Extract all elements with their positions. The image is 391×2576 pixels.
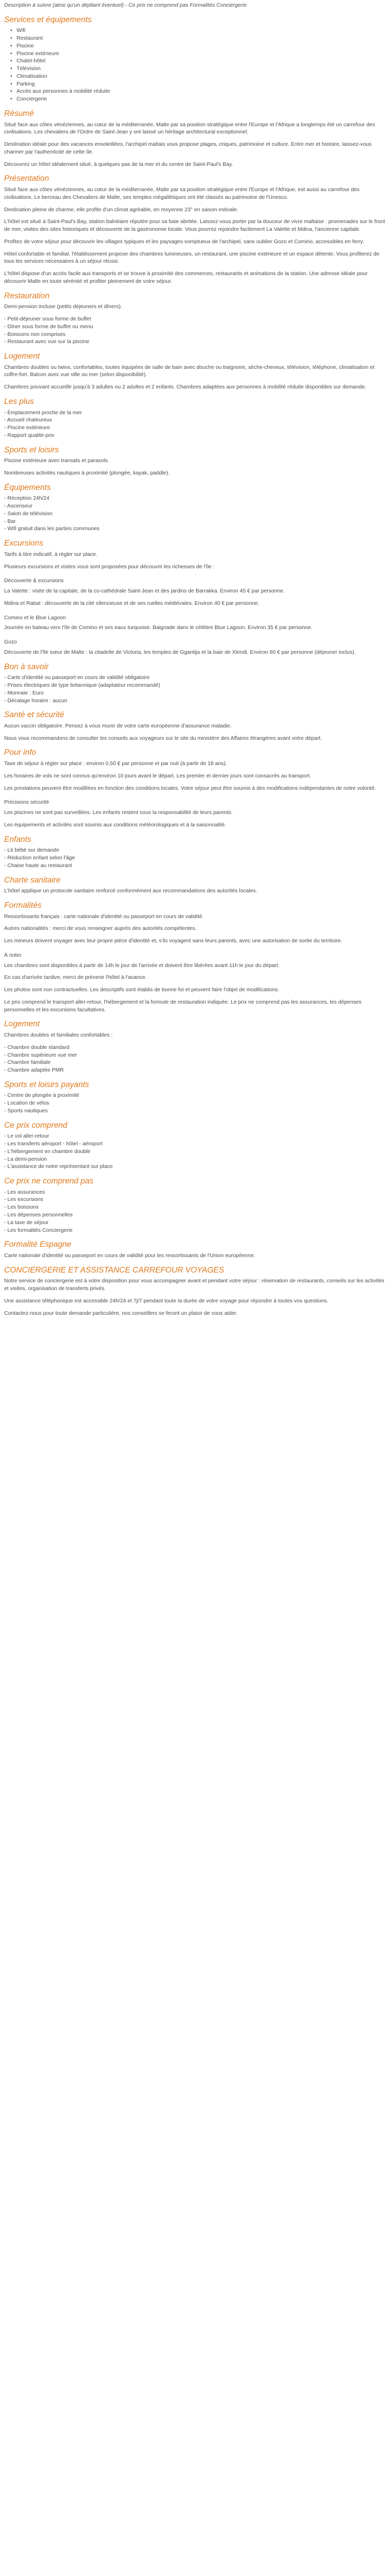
list-item: • Télévision — [17, 65, 387, 73]
paragraph: Aucun vaccin obligatoire. Pensez à vous munir de votre carte européenne d'assurance maladie. — [4, 723, 232, 729]
list-item: • Conciergerie — [17, 96, 387, 104]
paragraph: Profitez de votre séjour pour découvrir les villages typiques et les paysages somptueux de l'archipel, sans oublier Gozo et Comino, accessibles en ferry. — [4, 239, 364, 245]
sports2-title: Sports et loisirs payants — [4, 1080, 89, 1089]
list-item: - Piscine extérieure — [4, 425, 50, 431]
paragraph: Le prix comprend le transport aller-retour, l'hébergement et la formule de restauration indiquée. Le prix ne comprend pas les assurances, les dépenses personnelles et les excursions facultatives. — [4, 999, 362, 1013]
restauration-list — [4, 316, 387, 346]
list-item: - Carte d'identité ou passeport en cours de validité obligatoire — [4, 675, 150, 681]
paragraph: Les piscines ne sont pas surveillées. Les enfants restent sous la responsabilité de leurs parents. — [4, 810, 233, 816]
list-item: • Parking — [17, 81, 387, 89]
paragraph: Autres nationalités : merci de vous renseigner auprès des autorités compétentes. — [4, 926, 197, 932]
presentation-title: Présentation — [4, 174, 50, 183]
paragraph: Taxe de séjour à régler sur place : environ 0,50 € par personne et par nuit (à partir de 18 ans). — [4, 761, 227, 767]
paragraph: Mdina et Rabat : découverte de la cité silencieuse et de ses ruelles médiévales. Environ 40 € par personne. — [4, 600, 259, 606]
paragraph: Destination pleine de charme, elle profite d'un climat agréable, en moyenne 23° en saison estivale. — [4, 207, 238, 213]
logement2-list — [4, 1044, 387, 1075]
services-list — [4, 27, 387, 104]
list-item: - Chambre double standard — [4, 1044, 70, 1050]
list-item: - Bar — [4, 518, 16, 524]
list-item: - Accueil chaleureux — [4, 417, 52, 423]
list-item: - L'hébergement en chambre double — [4, 1148, 91, 1155]
sante-title: Santé et sécurité — [4, 710, 64, 720]
enfants-title: Enfants — [4, 835, 31, 844]
equipements-list — [4, 495, 387, 533]
conciergerie-title: CONCIERGERIE ET ASSISTANCE CARREFOUR VOYAGES — [4, 1265, 224, 1275]
paragraph: La Valette : visite de la capitale, de la co-cathédrale Saint-Jean et des jardins de Barrakka. Environ 45 € par personne. — [4, 588, 285, 595]
paragraph: Hôtel confortable et familial, l'établissement propose des chambres lumineuses, un restaurant, une piscine extérieure et un espace détente. Vous profiterez de tous les services nécessaires à un séjour réussi. — [4, 251, 380, 265]
paragraph: Journée en bateau vers l'île de Comino et ses eaux turquoise. Baignade dans le célèbre Blue Lagoon. Environ 35 € par personne. — [4, 625, 313, 631]
list-item: - Les excursions — [4, 1197, 43, 1203]
list-item: - Monnaie : Euro — [4, 690, 44, 696]
list-item: - Dîner sous forme de buffet ou menu — [4, 324, 93, 330]
list-item: • Piscine — [17, 43, 387, 50]
list-item: - Réduction enfant selon l'âge — [4, 855, 75, 861]
list-item: • Climatisation — [17, 73, 387, 81]
paragraph: Découvrez un hôtel idéalement situé, à quelques pas de la mer et du centre de Saint-Paul's Bay. — [4, 161, 233, 167]
list-item: • Restaurant — [17, 35, 387, 43]
list-item: • Wifi — [17, 27, 387, 35]
list-item: - Sports nautiques — [4, 1108, 48, 1114]
plus-list — [4, 410, 387, 440]
prix-ne-comprend-list — [4, 1189, 387, 1235]
list-item: - Les boissons — [4, 1205, 39, 1211]
list-item: - Salon de télévision — [4, 511, 53, 517]
enfants-list — [4, 847, 387, 870]
list-item: - Chambre adaptée PMR — [4, 1067, 64, 1074]
paragraph: Découverte de l'île sœur de Malte : la citadelle de Victoria, les temples de Ggantija et la baie de Xlendi. Environ 60 € par personne (déjeuner inclus). — [4, 649, 356, 655]
list-item: - Chaise haute au restaurant — [4, 862, 72, 869]
list-item: - Réception 24h/24 — [4, 496, 50, 502]
list-item: • Chalet-hôtel — [17, 58, 387, 65]
charte-title: Charte sanitaire — [4, 875, 61, 885]
equipements-title: Équipements — [4, 483, 51, 492]
paragraph: Chambres pouvant accueillir jusqu'à 3 adultes ou 2 adultes et 2 enfants. Chambres adaptées aux personnes à mobilité réduite disponibles sur demande. — [4, 384, 367, 391]
pour-info-title: Pour info — [4, 748, 37, 757]
list-item: - L'assistance de notre représentant sur place — [4, 1164, 113, 1170]
paragraph: Les équipements et activités sont soumis aux conditions météorologiques et à la saisonnalité. — [4, 822, 226, 828]
list-item: - Location de vélos — [4, 1100, 50, 1107]
precisions-title: Précisions sécurité — [4, 800, 50, 806]
prix-comprend-list — [4, 1133, 387, 1171]
list-item: - Les formalités Conciergerie — [4, 1227, 73, 1233]
restauration-title: Restauration — [4, 291, 50, 300]
prix-comprend-title: Ce prix comprend — [4, 1121, 68, 1130]
paragraph: Les prestations peuvent être modifiées en fonction des conditions locales. Votre séjour peut être soumis à des modifications indépendantes de notre volonté. — [4, 785, 376, 791]
paragraph: Plusieurs excursions et visites vous sont proposées pour découvrir les richesses de l'île : — [4, 564, 215, 570]
list-item: - Emplacement proche de la mer — [4, 410, 82, 416]
services-title: Services et équipements — [4, 15, 92, 24]
sports2-list — [4, 1092, 387, 1115]
list-item: - Chambre familiale — [4, 1060, 51, 1066]
paragraph: Notre service de conciergerie est à votre disposition pour vous accompagner avant et pendant votre séjour : réservation de restaurants, conseils sur les activités et visites, organisation de transferts privés. — [4, 1278, 384, 1292]
list-item: - Lit bébé sur demande — [4, 848, 59, 854]
excursions-title: Excursions — [4, 539, 43, 548]
paragraph: Les photos sont non contractuelles. Les descriptifs sont établis de bonne foi et peuvent faire l'objet de modifications. — [4, 987, 280, 993]
list-item: - La demi-pension — [4, 1156, 47, 1162]
logement2-title: Logement — [4, 1020, 40, 1029]
list-item: - Les assurances — [4, 1189, 45, 1195]
intro-text: Description à suivre (ainsi qu'un dépliant éventuel) - Ce prix ne comprend pas Formalités Conciergerie — [4, 3, 247, 8]
bon-a-savoir-title: Bon à savoir — [4, 662, 49, 671]
list-item: - Restaurant avec vue sur la piscine — [4, 339, 90, 345]
paragraph: Tarifs à titre indicatif, à régler sur place. — [4, 551, 97, 557]
decouverte-title: Découverte & excursions — [4, 578, 64, 584]
paragraph: Piscine extérieure avec transats et parasols. — [4, 458, 109, 464]
paragraph: Carte nationale d'identité ou passeport en cours de validité pour les ressortissants de l'Union européenne. — [4, 1252, 255, 1259]
list-item: - Rapport qualité-prix — [4, 432, 55, 438]
list-item: - Chambre supérieure vue mer — [4, 1052, 77, 1058]
resume-title: Résumé — [4, 109, 34, 118]
list-item: • Accès aux personnes à mobilité réduite — [17, 88, 387, 96]
paragraph: Demi-pension incluse (petits déjeuners et dîners). — [4, 304, 122, 310]
paragraph: Chambres doubles et familiales confortables : — [4, 1032, 113, 1038]
formalite-europe-title: Formalité Espagne — [4, 1240, 72, 1249]
list-item: - Petit-déjeuner sous forme de buffet — [4, 316, 91, 323]
gozo-title: Gozo — [4, 639, 17, 646]
list-item: - Prises électriques de type britannique (adaptateur recommandé) — [4, 683, 160, 689]
prix-ne-comprend-title: Ce prix ne comprend pas — [4, 1177, 94, 1186]
list-item: - Centre de plongée à proximité — [4, 1093, 79, 1099]
paragraph: Nombreuses activités nautiques à proximité (plongée, kayak, paddle). — [4, 470, 170, 477]
paragraph: Une assistance téléphonique est accessible 24h/24 et 7j/7 pendant toute la durée de votre voyage pour répondre à toutes vos questions. — [4, 1298, 329, 1304]
paragraph: Les mineurs doivent voyager avec leur propre pièce d'identité et, s'ils voyagent sans leurs parents, avec une autorisation de sortie du territoire. — [4, 938, 343, 944]
list-item: - Ascenseur — [4, 503, 32, 510]
paragraph: Les horaires de vols ne sont connus qu'environ 10 jours avant le départ. Les premier et dernier jours sont consacrés au transport. — [4, 773, 312, 779]
paragraph: Chambres doubles ou twins, confortables, toutes équipées de salle de bain avec douche ou baignoire, sèche-cheveux, télévision, téléphone, climatisation et coffre-fort. Balcon avec vue ville ou mer (selon disponibilité). — [4, 364, 374, 378]
list-item: - Le vol aller-retour — [4, 1133, 50, 1140]
paragraph: L'hôtel dispose d'un accès facile aux transports et se trouve à proximité des commerces, restaurants et animations de la station. Une adresse idéale pour découvrir Malte en toute sérénité et profiter pleinement de votre séjour. — [4, 271, 368, 284]
formalites-title: Formalités — [4, 901, 42, 910]
paragraph: Contactez-nous pour toute demande particulière, nos conseillers se feront un plaisir de vous aider. — [4, 1310, 238, 1316]
list-item: - La taxe de séjour — [4, 1219, 49, 1226]
bon-a-savoir-list — [4, 674, 387, 705]
paragraph: Ressortissants français : carte nationale d'identité ou passeport en cours de validité. — [4, 913, 204, 920]
paragraph: Situé face aux côtes vénéziennes, au cœur de la méditerranée, Malte par sa position stratégique entre l'Europe et l'Afrique, est aussi au carrefour des civilisations. Le berceau des Chevaliers de Malte, ses temples mégalithiques ont été classés au patrimoine de l'Unesco. — [4, 187, 360, 200]
list-item: - Boissons non comprises — [4, 331, 66, 337]
comino-title: Comino et le Blue Lagoon — [4, 615, 66, 621]
a-noter-title: À noter — [4, 952, 22, 958]
paragraph: Les chambres sont disponibles à partir de 14h le jour de l'arrivée et doivent être libérées avant 11h le jour du départ. — [4, 962, 280, 969]
list-item: - Décalage horaire : aucun — [4, 698, 68, 704]
list-item: • Piscine extérieure — [17, 50, 387, 58]
paragraph: L'hôtel applique un protocole sanitaire renforcé conformément aux recommandations des autorités locales. — [4, 888, 257, 894]
sports-title: Sports et loisirs — [4, 445, 59, 454]
list-item: - Wifi gratuit dans les parties communes — [4, 526, 100, 532]
list-item: - Les dépenses personnelles — [4, 1212, 73, 1218]
paragraph: Situé face aux côtes vénéziennes, au cœur de la méditerranée, Malte par sa position stratégique entre l'Europe et l'Afrique a longtemps été un carrefour des civilisations. Les chevaliers de l'Ordre de Saint-Jean y ont laissé un héritage architectural exceptionnel. — [4, 122, 376, 135]
paragraph: L'hôtel est situé à Saint-Paul's Bay, station balnéaire réputée pour sa baie abritée. Laissez-vous porter par la douceur de vivre maltaise : promenades sur le front de mer, visites des sites historiques et découverte de la gastronomie locale. Vous pourrez rejoindre facilement La Valette et Mdina, l'ancienne capitale. — [4, 219, 385, 233]
paragraph: En cas d'arrivée tardive, merci de prévenir l'hôtel à l'avance. — [4, 975, 147, 981]
list-item: - Les transferts aéroport - hôtel - aéroport — [4, 1141, 103, 1147]
paragraph: Destination idéale pour des vacances ensoleillées, l'archipel maltais vous propose plages, criques, patrimoine et culture. Entre mer et histoire, laissez-vous charmer par l'authenticité de cette île. — [4, 142, 372, 155]
logement-title: Logement — [4, 352, 40, 361]
plus-title: Les plus — [4, 397, 34, 406]
paragraph: Nous vous recommandons de consulter les conseils aux voyageurs sur le site du ministère des Affaires étrangères avant votre départ. — [4, 735, 322, 741]
